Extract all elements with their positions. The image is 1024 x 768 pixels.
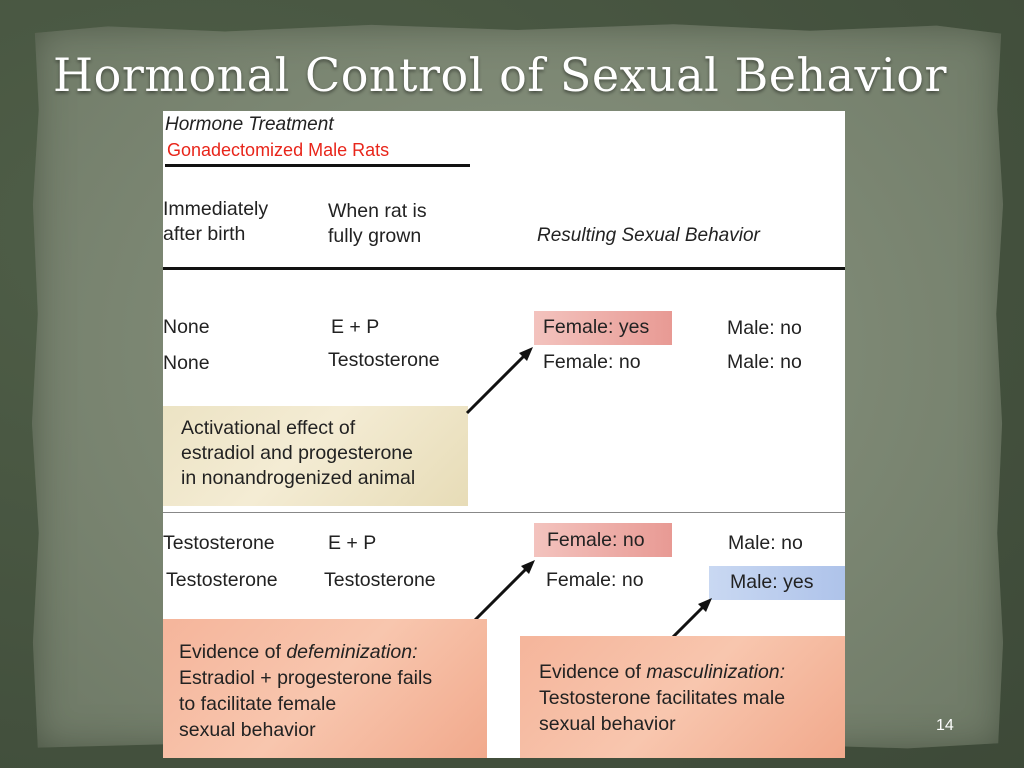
slide-title: Hormonal Control of Sexual Behavior — [53, 48, 947, 102]
row2-grown: Testosterone — [328, 349, 440, 371]
row1-female: Female: yes — [543, 316, 650, 338]
note-defeminization-line2: to facilitate female — [179, 693, 337, 715]
hormone-treatment-figure — [163, 111, 845, 758]
section-divider — [163, 512, 845, 513]
row4-grown: Testosterone — [324, 569, 436, 591]
note-masculinization-line1: Testosterone facilitates male — [539, 687, 786, 709]
row4-male: Male: yes — [730, 571, 814, 593]
figure-subtitle: Gonadectomized Male Rats — [167, 140, 390, 160]
page-number: 14 — [936, 717, 954, 734]
column-header-birth-line2: after birth — [163, 223, 246, 245]
row1-grown: E + P — [331, 316, 380, 338]
note-activational-line2: estradiol and progesterone — [181, 442, 413, 464]
row3-female: Female: no — [547, 529, 645, 551]
column-header-grown-line2: fully grown — [328, 225, 422, 247]
row4-female: Female: no — [546, 569, 644, 591]
column-header-birth-line1: Immediately — [163, 198, 269, 220]
note-defeminization-title: Evidence of defeminization: — [179, 641, 418, 663]
figure-header-title: Hormone Treatment — [165, 114, 334, 135]
row4-birth: Testosterone — [166, 569, 278, 591]
header-rule-short — [165, 164, 470, 167]
note-masculinization-title: Evidence of masculinization: — [539, 661, 786, 683]
arrow-to-female-yes — [459, 341, 539, 421]
row1-male: Male: no — [727, 317, 802, 339]
row3-birth: Testosterone — [163, 532, 275, 554]
header-rule-long — [163, 267, 845, 270]
note-defeminization-line3: sexual behavior — [179, 719, 316, 741]
column-header-grown-line1: When rat is — [328, 200, 427, 222]
note-masculinization-line2: sexual behavior — [539, 713, 676, 735]
row3-male: Male: no — [728, 532, 803, 554]
note-activational-line1: Activational effect of — [181, 417, 356, 439]
row2-male: Male: no — [727, 351, 802, 373]
row2-birth: None — [163, 352, 210, 374]
row2-female: Female: no — [543, 351, 641, 373]
row3-grown: E + P — [328, 532, 377, 554]
row1-birth: None — [163, 316, 210, 338]
column-header-result: Resulting Sexual Behavior — [537, 225, 760, 246]
note-defeminization-line1: Estradiol + progesterone fails — [179, 667, 433, 689]
note-activational-line3: in nonandrogenized animal — [181, 467, 416, 489]
